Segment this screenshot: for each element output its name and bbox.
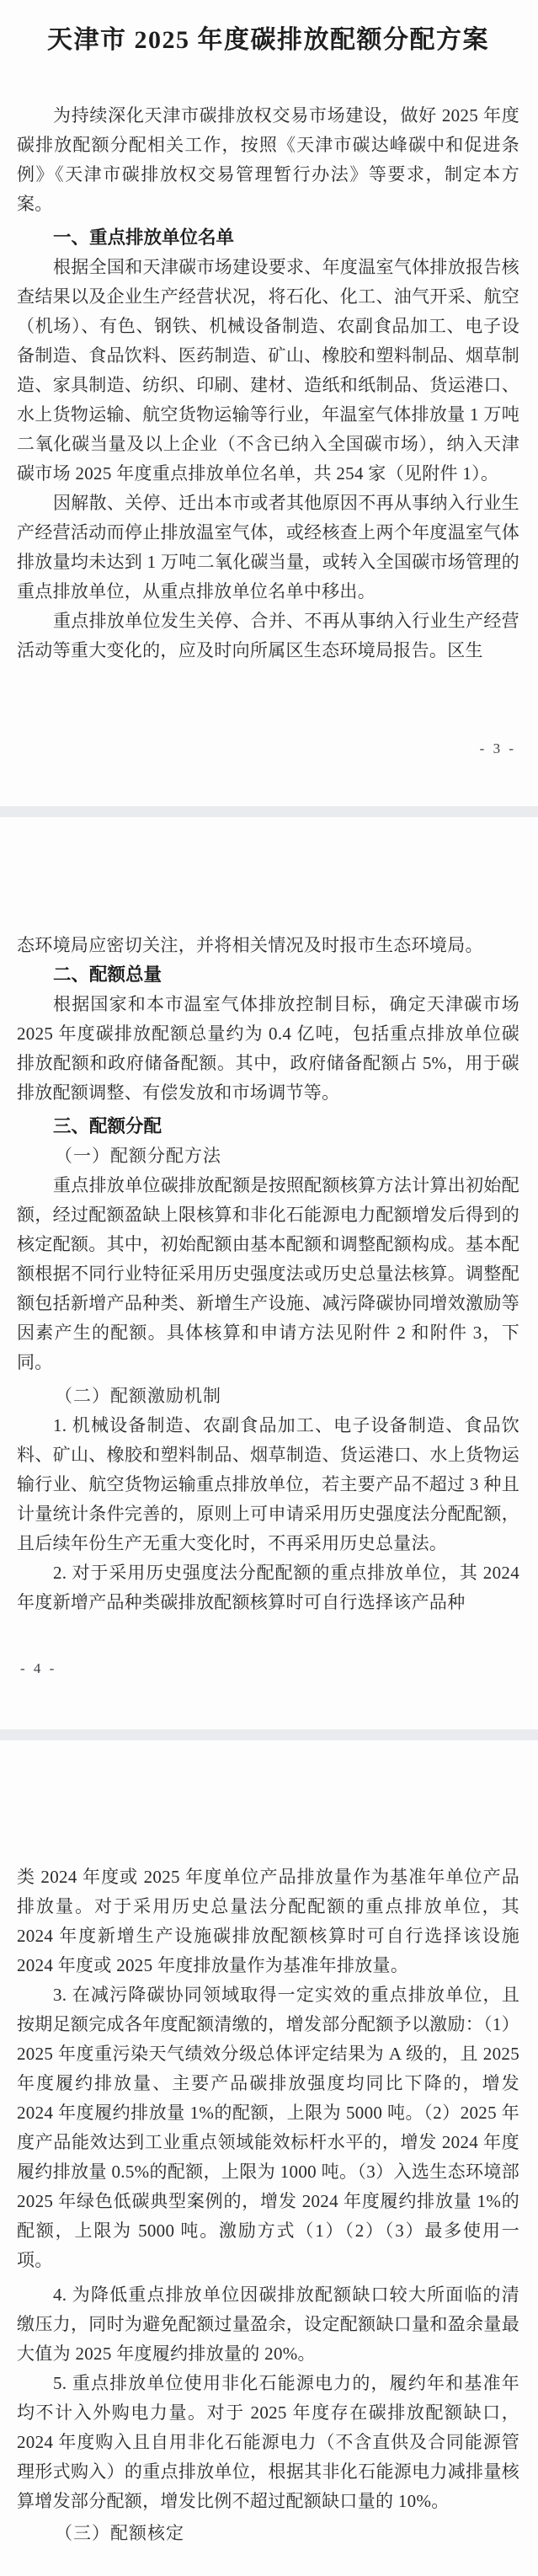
- paragraph-removal: 因解散、关停、迁出本市或者其他原因不再从事纳入行业生产经营活动而停止排放温室气体，或经核查上两个年度温室气体排放量均未达到 1 万吨二氧化碳当量，或转入全国碳市场管理的重点排放单位，从重点排放单位名单中移出。: [17, 493, 519, 601]
- page-gap: [0, 1729, 538, 1740]
- paragraph-incentive-item-3: 3. 在减污降碳协同领域取得一定实效的重点排放单位，且按期足额完成各年度配额清缴的，增发部分配额予以激励：（1）2025 年度重污染天气绩效分级总体评定结果为 A 级的，且 2025 年度履约排放量、主要产品碳排放强度均同比下降的，增发 2024 年度履约排放量 1%的配额，上限为 5000 吨。（2）2025 年度产品能效达到工业重点领域能效标杆水平的，增发 2024 年度履约排放量 0.5%的配额，上限为 1000 吨。（3）入选生态环境部 2025 年绿色低碳典型案例的，增发 2024 年度履约排放量 1%的配额，上限为 5000 吨。激励方式（1）（2）（3）最多使用一项。: [17, 1985, 519, 2270]
- section-heading-3: 三、配额分配: [53, 1116, 162, 1136]
- paragraph-major-change: 重点排放单位发生关停、合并、不再从事纳入行业生产经营活动等重大变化的，应及时向所属区生态环境局报告。区生: [17, 611, 519, 660]
- paragraph-incentive-item-1: 1. 机械设备制造、农副食品加工、电子设备制造、食品饮料、矿山、橡胶和塑料制品、烟草制造、货运港口、水上货物运输行业、航空货物运输重点排放单位，若主要产品不超过 3 种且计量统计条件完善的，原则上可申请采用历史强度法分配配额，且后续年份生产无重大变化时，不再采用历史总量法。: [17, 1415, 519, 1553]
- paragraph-quota-total: 根据国家和本市温室气体排放控制目标，确定天津碳市场 2025 年度碳排放配额总量约为 0.4 亿吨，包括重点排放单位碳排放配额和政府储备配额。其中，政府储备配额占 5%，用于碳排放配额调整、有偿发放和市场调节等。: [17, 994, 519, 1103]
- document-title: 天津市 2025 年度碳排放配额分配方案: [47, 26, 489, 54]
- subheading-allocation-method: （一）配额分配方法: [55, 1146, 221, 1166]
- paragraph-intro: 为持续深化天津市碳排放权交易市场建设，做好 2025 年度碳排放配额分配相关工作，按照《天津市碳达峰碳中和促进条例》《天津市碳排放权交易管理暂行办法》等要求，制定本方案。: [17, 105, 519, 214]
- document-page-3: [0, 0, 538, 806]
- paragraph-report-continuation: 态环境局应密切关注，并将相关情况及时报市生态环境局。: [17, 935, 483, 955]
- paragraph-allocation-method: 重点排放单位碳排放配额是按照配额核算方法计算出初始配额，经过配额盈缺上限核算和非化石能源电力配额增发后得到的核定配额。其中，初始配额由基本配额和调整配额构成。基本配额根据不同行业特征采用历史强度法或历史总量法核算。调整配额包括新增产品种类、新增生产设施、减污降碳协同增效激励等因素产生的配额。具体核算和申请方法见附件 2 和附件 3，下同。: [17, 1175, 519, 1372]
- section-heading-2: 二、配额总量: [53, 965, 162, 985]
- subheading-quota-verification: （三）配额核定: [55, 2523, 184, 2543]
- document-page-4: [0, 817, 538, 1729]
- page-gap: [0, 806, 538, 817]
- paragraph-incentive-item-2: 2. 对于采用历史强度法分配配额的重点排放单位，其 2024 年度新增产品种类碳排放配额核算时可自行选择该产品种: [17, 1563, 519, 1612]
- document-page-5: [0, 1740, 538, 2576]
- page-number-3: - 3 -: [479, 740, 516, 756]
- paragraph-industries: 根据全国和天津碳市场建设要求、年度温室气体排放报告核查结果以及企业生产经营状况，将石化、化工、油气开采、航空（机场）、有色、钢铁、机械设备制造、农副食品加工、电子设备制造、食品饮料、医药制造、矿山、橡胶和塑料制品、烟草制造、家具制造、纺织、印刷、建材、造纸和纸制品、货运港口、水上货物运输、航空货物运输等行业，年温室气体排放量 1 万吨二氧化碳当量及以上企业（不含已纳入全国碳市场），纳入天津碳市场 2025 年度重点排放单位名单，共 254 家（见附件 1）。: [17, 257, 519, 484]
- paragraph-incentive-item-4: 4. 为降低重点排放单位因碳排放配额缺口较大所面临的清缴压力，同时为避免配额过量盈余，设定配额缺口量和盈余量最大值为 2025 年度履约排放量的 20%。: [17, 2285, 519, 2364]
- paragraph-item-2-continuation: 类 2024 年度或 2025 年度单位产品排放量作为基准年单位产品排放量。对于采用历史总量法分配配额的重点排放单位，其 2024 年度新增生产设施碳排放配额核算时可自行选择该设施 2024 年度或 2025 年度排放量作为基准年排放量。: [17, 1867, 519, 1975]
- section-heading-1: 一、重点排放单位名单: [53, 227, 235, 248]
- paragraph-incentive-item-5: 5. 重点排放单位使用非化石能源电力的，履约年和基准年均不计入外购电力量。对于 2025 年度存在碳排放配额缺口，2024 年度购入且自用非化石能源电力（不含直供及合同能源管理形式购入）的重点排放单位，根据其非化石能源电力减排量核算增发部分配额，增发比例不超过配额缺口量的 10%。: [17, 2373, 519, 2511]
- subheading-incentive-mechanism: （二）配额激励机制: [55, 1386, 221, 1406]
- page-number-4: - 4 -: [20, 1660, 57, 1676]
